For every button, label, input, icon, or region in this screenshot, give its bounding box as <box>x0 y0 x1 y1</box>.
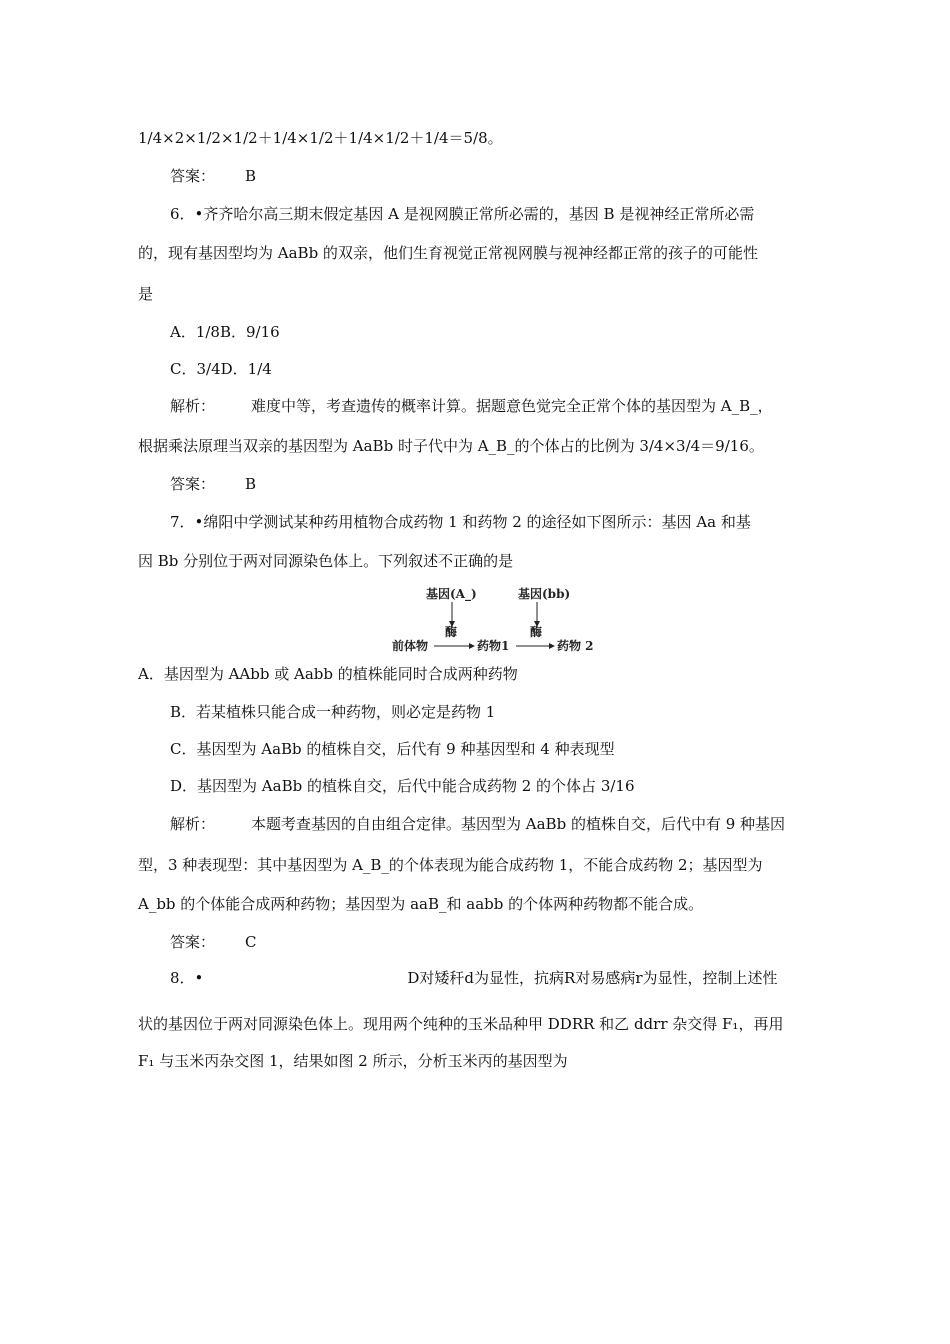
analysis-6-line-1 <box>170 396 850 416</box>
analysis-6-line-2: 根据乘法原理当双亲的基因型为 AaBb 时子代中为 A_B_的个体占的比例为 3/4×3/4＝9/16。 <box>138 437 764 455</box>
question-7-option-b: B．若某植株只能合成一种药物，则必定是药物 1 <box>170 703 496 721</box>
enzyme-2-label: 酶 <box>530 625 543 639</box>
pathway-diagram <box>390 584 610 656</box>
question-6-options-cd: C．3/4D．1/4 <box>170 360 272 378</box>
question-8-line-2: 状的基因位于两对同源染色体上。现用两个纯种的玉米品种甲 DDRR 和乙 ddrr 杂交得 F₁，再用 <box>138 1015 784 1033</box>
answer-7 <box>170 932 850 952</box>
answer-label: 答案： <box>170 475 216 493</box>
drug-1-label: 药物1 <box>477 639 510 653</box>
analysis-7-line-3: A_bb 的个体能合成两种药物；基因型为 aaB_和 aabb 的个体两种药物都不能合成。 <box>138 895 704 913</box>
analysis-label: 解析： <box>170 815 216 833</box>
question-8-line-1 <box>170 968 850 988</box>
analysis-7-line-2: 型，3 种表现型：其中基因型为 A_B_的个体表现为能合成药物 1，不能合成药物 2；基因型为 <box>138 856 763 874</box>
question-6-line-1: 6．•齐齐哈尔高三期末假定基因 A 是视网膜正常所必需的，基因 B 是视神经正常所必需 <box>170 205 755 223</box>
answer-value: B <box>245 475 257 493</box>
answer-6 <box>170 474 850 494</box>
question-8-line-3: F₁ 与玉米丙杂交图 1，结果如图 2 所示，分析玉米丙的基因型为 <box>138 1052 568 1070</box>
question-7-line-2: 因 Bb 分别位于两对同源染色体上。下列叙述不正确的是 <box>138 552 514 570</box>
question-text: D对矮秆d为显性，抗病R对易感病r为显性，控制上述性 <box>407 969 778 987</box>
question-6-line-3: 是 <box>138 285 154 303</box>
analysis-label: 解析： <box>170 397 216 415</box>
answer-value: B <box>245 167 257 185</box>
question-7-option-d: D．基因型为 AaBb 的植株自交，后代中能合成药物 2 的个体占 3/16 <box>170 777 635 795</box>
question-7-option-c: C．基因型为 AaBb 的植株自交，后代有 9 种基因型和 4 种表现型 <box>170 740 615 758</box>
answer-5 <box>170 166 850 186</box>
answer-label: 答案： <box>170 933 216 951</box>
answer-value: C <box>245 933 257 951</box>
answer-label: 答案： <box>170 167 216 185</box>
analysis-7-line-1 <box>170 814 850 834</box>
question-6-line-2: 的，现有基因型均为 AaBb 的双亲，他们生育视觉正常视网膜与视神经都正常的孩子的可能性 <box>138 244 758 262</box>
calc-line: 1/4×2×1/2×1/2＋1/4×1/2＋1/4×1/2＋1/4＝5/8。 <box>138 129 503 147</box>
question-7-option-a: A．基因型为 AAbb 或 Aabb 的植株能同时合成两种药物 <box>138 665 518 683</box>
question-6-options-ab: A．1/8B．9/16 <box>170 323 280 341</box>
gene-a-label: 基因(A_) <box>426 587 477 601</box>
question-number: 8．• <box>170 969 204 987</box>
precursor-label: 前体物 <box>392 639 429 653</box>
gene-b-label: 基因(bb) <box>518 587 571 601</box>
analysis-text: 本题考查基因的自由组合定律。基因型为 AaBb 的植株自交，后代中有 9 种基因 <box>251 815 786 833</box>
drug-2-label: 药物 2 <box>557 639 594 653</box>
analysis-text: 难度中等，考查遗传的概率计算。据题意色觉完全正常个体的基因型为 A_B_， <box>251 397 773 415</box>
question-7-line-1: 7．•绵阳中学测试某种药用植物合成药物 1 和药物 2 的途径如下图所示：基因 Aa 和基 <box>170 513 751 531</box>
enzyme-1-label: 酶 <box>445 625 458 639</box>
